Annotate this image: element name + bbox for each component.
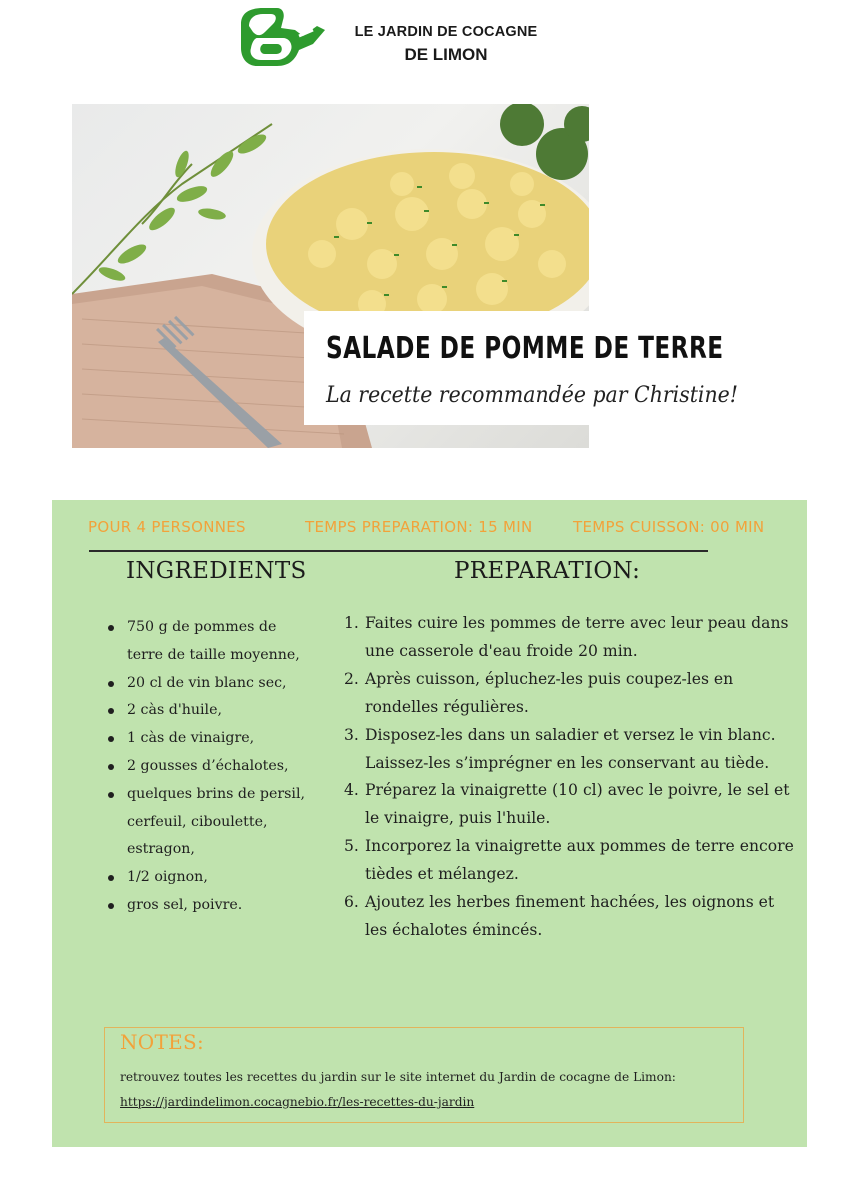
ingredient-item: 20 cl de vin blanc sec, [105,670,315,698]
preparation-step [344,666,794,722]
step-number: 1. [344,614,359,632]
step-text: Après cuisson, épluchez-les puis coupez-les en rondelles régulières. [365,669,734,716]
brand-name [340,24,552,65]
ingredient-item: 1 càs de vinaigre, [105,725,315,753]
recipe-title-card [304,311,784,425]
ingredients-list [105,614,315,920]
ingredient-item: 2 gousses d’échalotes, [105,753,315,781]
recipe-title: SALADE DE POMME DE TERRE [326,331,724,366]
step-text: Disposez-les dans un saladier et versez le vin blanc. Laissez-les s’imprégner en les conservant au tiède. [365,725,776,772]
step-text: Ajoutez les herbes finement hachées, les oignons et les échalotes émincés. [365,893,775,939]
step-number: 3. [344,725,359,744]
recipe-subtitle: La recette recommandée par Christine! [326,383,738,408]
ingredient-item: gros sel, poivre. [105,892,315,920]
preparation-steps [344,610,794,945]
preparation-step [344,610,794,666]
cook-time-label: TEMPS CUISSON: 00 MIN [573,518,765,536]
preparation-step [344,722,794,778]
preparation-step [344,777,794,833]
step-number: 2. [344,669,359,688]
preparation-step [344,889,794,945]
step-number: 6. [344,893,359,912]
step-number: 4. [344,781,359,800]
ingredient-item: quelques brins de persil, cerfeuil, ciboulette, estragon, [105,781,315,864]
notes-text: retrouvez toutes les recettes du jardin sur le site internet du Jardin de cocagne de Limon: [120,1070,676,1084]
step-text: Faites cuire les pommes de terre avec leur peau dans une casserole d'eau froide 20 min. [365,614,789,660]
brand-line-2: DE LIMON [404,45,488,64]
ingredients-heading: INGREDIENTS [126,558,307,584]
watering-can-logo-icon [237,4,327,70]
servings-label: POUR 4 PERSONNES [88,518,246,536]
notes-heading: NOTES: [120,1030,205,1054]
step-text: Préparez la vinaigrette (10 cl) avec le poivre, le sel et le vinaigre, puis l'huile. [365,781,790,828]
ingredient-item: 1/2 oignon, [105,864,315,892]
ingredient-item: 2 càs d'huile, [105,697,315,725]
step-number: 5. [344,837,359,856]
recipes-link[interactable]: https://jardindelimon.cocagnebio.fr/les-recettes-du-jardin [120,1095,475,1109]
ingredient-item: 750 g de pommes de terre de taille moyenne, [105,614,315,670]
brand-line-1: LE JARDIN DE COCAGNE [354,24,538,40]
divider [89,550,708,552]
prep-time-label: TEMPS PREPARATION: 15 MIN [305,518,533,536]
step-text: Incorporez la vinaigrette aux pommes de terre encore tièdes et mélangez. [365,837,794,884]
preparation-heading: PREPARATION: [454,558,641,584]
preparation-step [344,833,794,889]
recipe-card [52,500,807,1147]
notes-box [104,1027,744,1123]
